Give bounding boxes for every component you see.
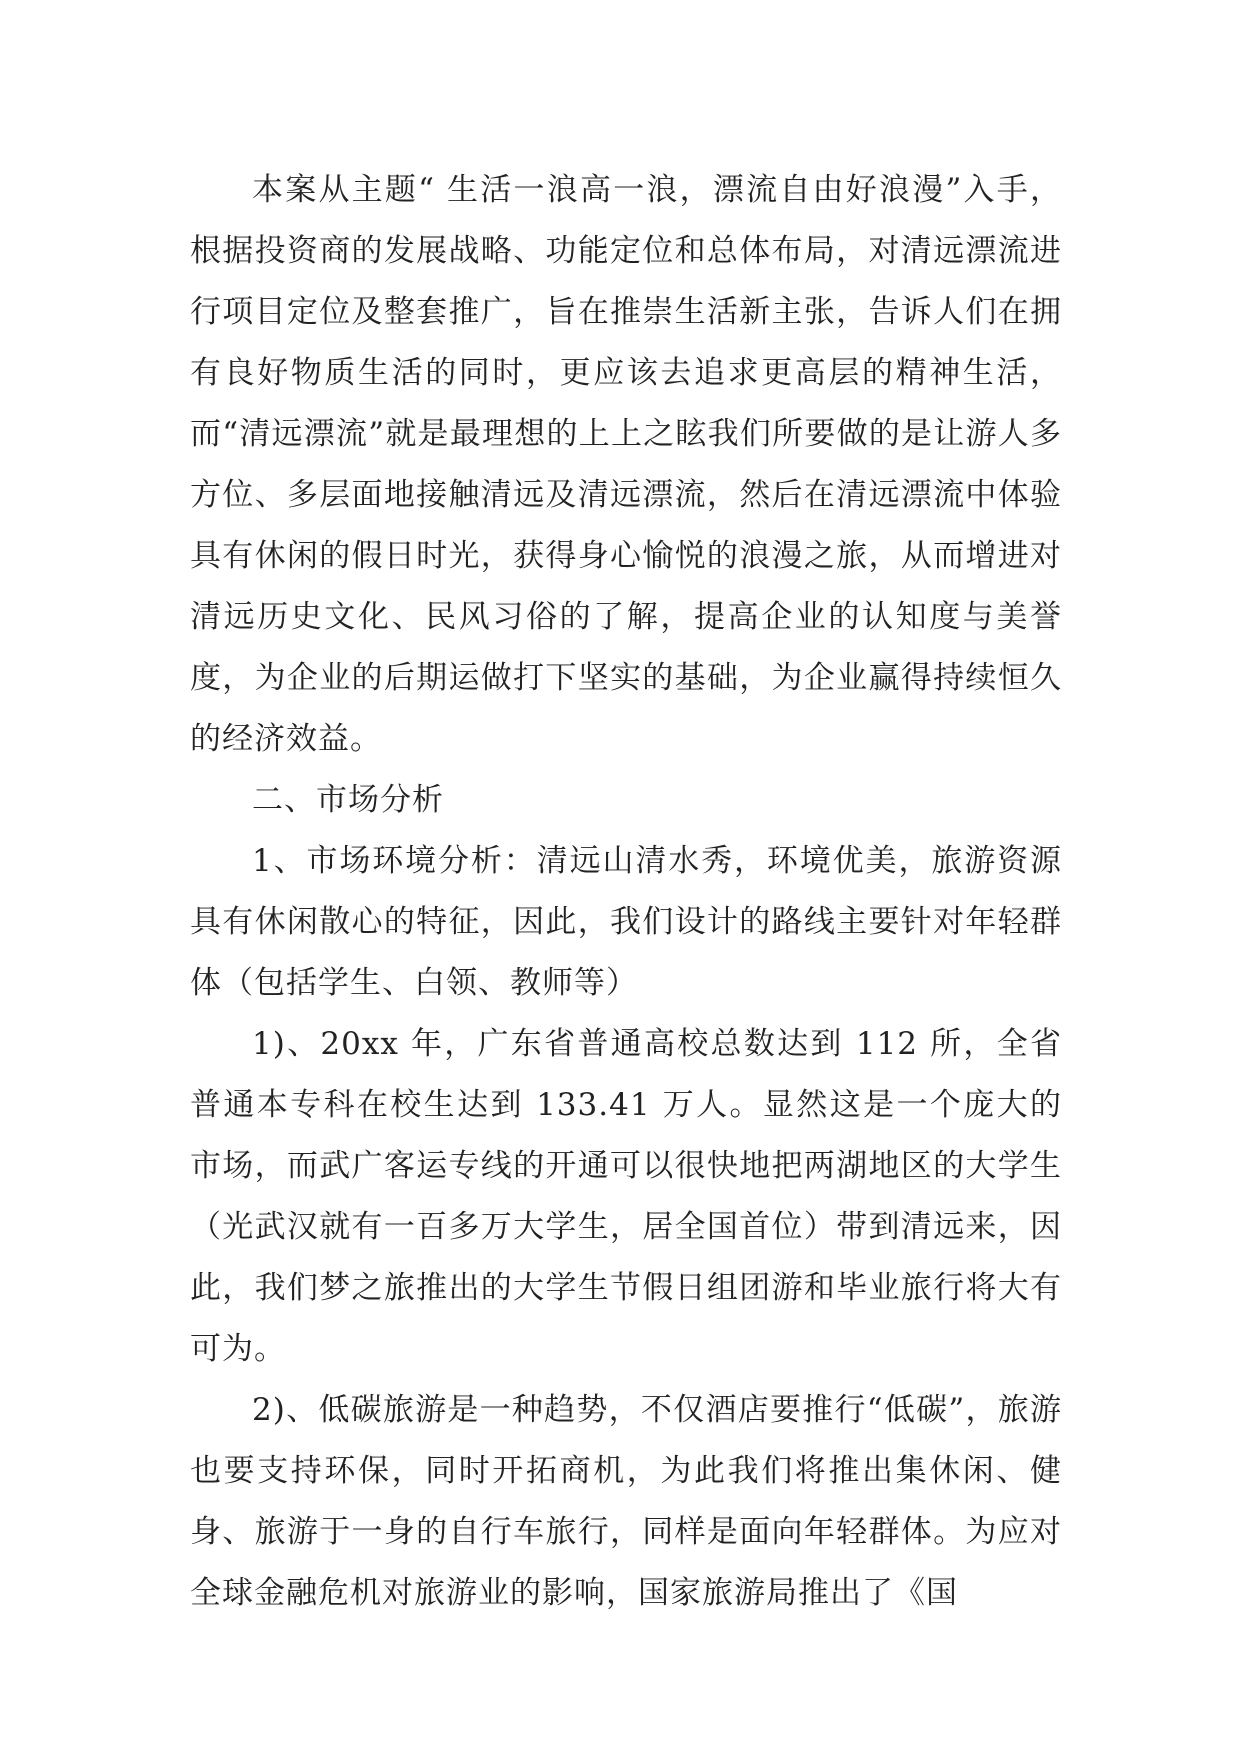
paragraph-point-2: 2)、低碳旅游是一种趋势，不仅酒店要推行“低碳”，旅游也要支持环保，同时开拓商机，为此我们将推出集休闲、健身、旅游于一身的自行车旅行，同样是面向年轻群体。为应对全球金融危机对旅游业的影响，国家旅游局推出了《国 — [190, 1392, 1062, 1611]
paragraph-point-1: 1)、20xx 年，广东省普通高校总数达到 112 所，全省普通本专科在校生达到 133.41 万人。显然这是一个庞大的市场，而武广客运专线的开通可以很快地把两湖地区的大学生（光武汉就有一百多万大学生，居全国首位）带到清远来，因此，我们梦之旅推出的大学生节假日组团游和毕业旅行将大有可为。 — [190, 1026, 1062, 1367]
paragraph-intro: 本案从主题“ 生活一浪高一浪，漂流自由好浪漫”入手，根据投资商的发展战略、功能定位和总体布局，对清远漂流进行项目定位及整套推广，旨在推崇生活新主张，告诉人们在拥有良好物质生活的同时，更应该去追求更高层的精神生活，而“清远漂流”就是最理想的上上之眩我们所要做的是让游人多方位、多层面地接触清远及清远漂流，然后在清远漂流中体验具有休闲的假日时光，获得身心愉悦的浪漫之旅，从而增进对清远历史文化、民风习俗的了解，提高企业的认知度与美誉度，为企业的后期运做打下坚实的基础，为企业赢得持续恒久的经济效益。 — [190, 172, 1062, 757]
paragraph-market-environment: 1、市场环境分析：清远山清水秀，环境优美，旅游资源具有休闲散心的特征，因此，我们设计的路线主要针对年轻群体（包括学生、白领、教师等） — [190, 843, 1062, 1001]
section-heading-market-analysis: 二、市场分析 — [252, 782, 444, 818]
document-body — [190, 160, 1062, 1624]
